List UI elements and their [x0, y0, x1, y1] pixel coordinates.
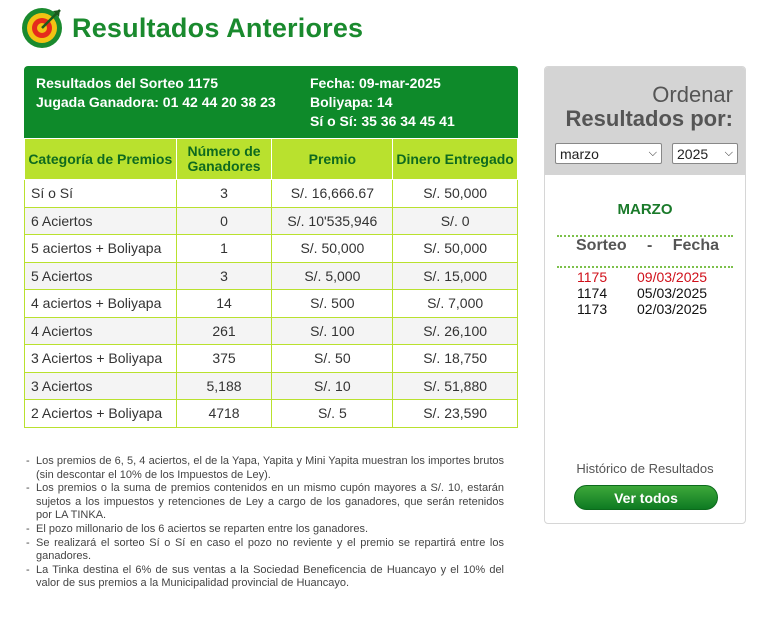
draw-date: 09/03/2025	[637, 269, 708, 285]
draw-info-box	[24, 66, 518, 138]
col-separator: -	[647, 237, 653, 254]
table-row	[25, 207, 518, 235]
cell-winners: 3	[176, 180, 272, 208]
col-header-prize: Premio	[272, 139, 393, 180]
cell-money: S/. 18,750	[393, 345, 518, 373]
col-date-label: Fecha	[672, 237, 719, 254]
cell-winners: 0	[176, 207, 272, 235]
target-logo-icon	[20, 6, 64, 50]
draw-list-header	[557, 237, 733, 255]
cell-prize: S/. 10'535,946	[272, 207, 393, 235]
cell-money: S/. 0	[393, 207, 518, 235]
cell-winners: 375	[176, 345, 272, 373]
cell-category: 5 aciertos + Boliyapa	[25, 235, 177, 263]
draw-date: 02/03/2025	[637, 301, 708, 317]
cell-money: S/. 50,000	[393, 235, 518, 263]
cell-category: 2 Aciertos + Boliyapa	[25, 400, 177, 428]
cell-category: 4 Aciertos	[25, 317, 177, 345]
note-item: - Los premios de 6, 5, 4 aciertos, el de la Yapa, Yapita y Mini Yapita muestran los importes brutos (sin descontar el 10% de los Impuestos de Ley).	[26, 455, 504, 482]
cell-winners: 261	[176, 317, 272, 345]
draw-number: 1175	[577, 269, 608, 285]
sort-title	[566, 83, 733, 131]
cell-money: S/. 23,590	[393, 400, 518, 428]
see-all-button[interactable]: Ver todos	[574, 485, 718, 510]
chevron-down-icon: ⌵	[724, 147, 733, 159]
si-o-si-text: Sí o Sí: 35 36 34 45 41	[310, 113, 455, 129]
chevron-down-icon: ⌵	[648, 147, 657, 159]
cell-winners: 14	[176, 290, 272, 318]
cell-winners: 4718	[176, 400, 272, 428]
cell-prize: S/. 50,000	[272, 235, 393, 263]
cell-prize: S/. 16,666.67	[272, 180, 393, 208]
draw-number: 1173	[577, 301, 608, 317]
winning-numbers-text: Jugada Ganadora: 01 42 44 20 38 23	[36, 94, 276, 110]
cell-category: 3 Aciertos + Boliyapa	[25, 345, 177, 373]
col-draw-label: Sorteo	[576, 237, 627, 254]
table-header-row	[25, 139, 518, 180]
cell-category: 5 Aciertos	[25, 262, 177, 290]
month-select-value: marzo	[560, 145, 599, 162]
cell-winners: 3	[176, 262, 272, 290]
draw-date: 05/03/2025	[637, 285, 708, 301]
cell-money: S/. 51,880	[393, 372, 518, 400]
month-heading: MARZO	[617, 201, 673, 218]
draw-number: 1174	[577, 285, 608, 301]
note-item: - Se realizará el sorteo Sí o Sí en caso el pozo no reviente y el premio se repartirá entre los ganadores.	[26, 537, 504, 564]
cell-prize: S/. 50	[272, 345, 393, 373]
sort-title-line2: Resultados por:	[565, 106, 733, 131]
year-select[interactable]	[672, 143, 738, 164]
cell-winners: 1	[176, 235, 272, 263]
note-item: - Los premios o la suma de premios contenidos en un mismo cupón mayores a S/. 10, estarán sujetos a los impuestos y retenciones de Ley a cargo de los ganadores, que serán retenidos por LA TINKA.	[26, 482, 504, 523]
cell-prize: S/. 10	[272, 372, 393, 400]
sort-header	[545, 67, 745, 175]
table-row	[25, 317, 518, 345]
legal-notes	[26, 455, 504, 591]
cell-money: S/. 26,100	[393, 317, 518, 345]
history-label: Histórico de Resultados	[576, 461, 714, 476]
results-panel	[24, 66, 518, 428]
table-row	[25, 235, 518, 263]
cell-prize: S/. 5,000	[272, 262, 393, 290]
boliyapa-text: Boliyapa: 14	[310, 94, 393, 110]
cell-category: 4 aciertos + Boliyapa	[25, 290, 177, 318]
table-row	[25, 180, 518, 208]
cell-prize: S/. 500	[272, 290, 393, 318]
table-row	[25, 372, 518, 400]
page-title: Resultados Anteriores	[72, 12, 364, 43]
table-row	[25, 345, 518, 373]
table-row	[25, 290, 518, 318]
month-select[interactable]	[555, 143, 662, 164]
col-header-winners: Número de Ganadores	[176, 139, 272, 180]
col-header-category: Categoría de Premios	[25, 139, 177, 180]
table-row	[25, 262, 518, 290]
cell-prize: S/. 5	[272, 400, 393, 428]
cell-winners: 5,188	[176, 372, 272, 400]
draw-number-text: Resultados del Sorteo 1175	[36, 75, 219, 91]
cell-prize: S/. 100	[272, 317, 393, 345]
table-row	[25, 400, 518, 428]
note-item: - El pozo millonario de los 6 aciertos se reparten entre los ganadores.	[26, 523, 504, 537]
page-header	[20, 6, 363, 50]
year-select-value: 2025	[677, 145, 709, 162]
draw-date-text: Fecha: 09-mar-2025	[310, 75, 441, 91]
divider	[557, 266, 733, 268]
cell-category: 6 Aciertos	[25, 207, 177, 235]
cell-category: 3 Aciertos	[25, 372, 177, 400]
cell-money: S/. 15,000	[393, 262, 518, 290]
sort-title-line1: Ordenar	[652, 82, 733, 107]
col-header-money: Dinero Entregado	[393, 139, 518, 180]
sort-sidebar	[544, 66, 746, 524]
cell-money: S/. 50,000	[393, 180, 518, 208]
note-item: - La Tinka destina el 6% de sus ventas a la Sociedad Beneficencia de Huancayo y el 10% del valor de sus premios a la Municipalidad provincial de Huancayo.	[26, 564, 504, 591]
cell-money: S/. 7,000	[393, 290, 518, 318]
cell-category: Sí o Sí	[25, 180, 177, 208]
prizes-table	[24, 138, 518, 428]
